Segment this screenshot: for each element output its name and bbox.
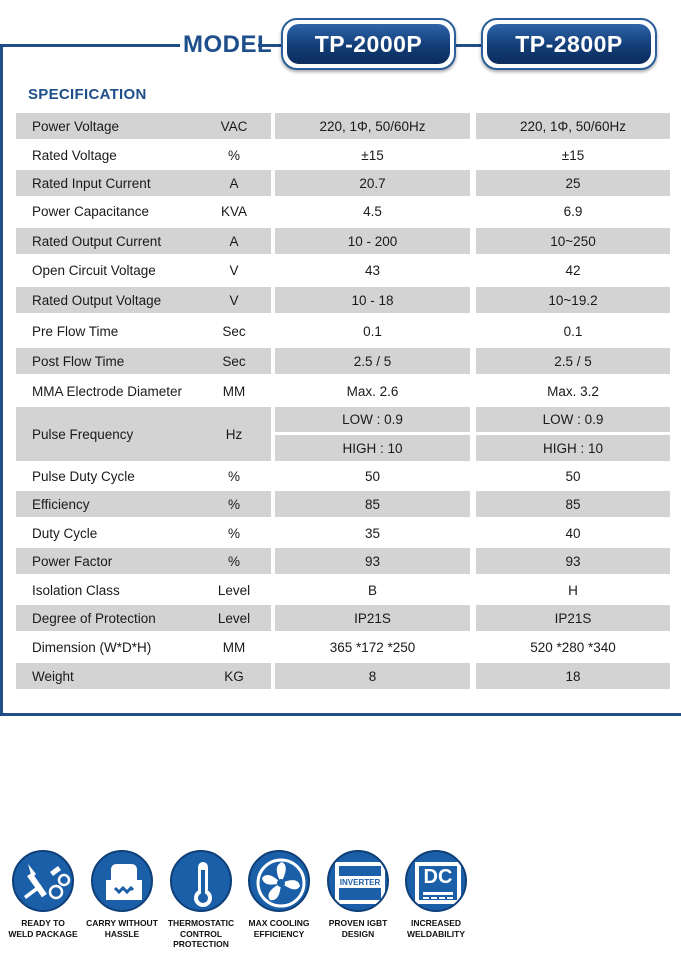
section-title: SPECIFICATION <box>28 86 147 103</box>
spec-value-model-2: 50 <box>565 468 581 484</box>
feature-label-line: HASSLE <box>104 928 140 939</box>
spec-value-model-2: 10~250 <box>476 228 670 254</box>
feature-label-line: PROVEN IGBT <box>328 918 388 928</box>
spec-value-model-2: 40 <box>565 525 581 541</box>
spec-value-model-1: ±15 <box>361 147 384 163</box>
spec-value-model-2: 93 <box>476 548 670 574</box>
model-label: MODEL <box>183 31 273 58</box>
feature-label <box>318 918 398 939</box>
feature-label-line: WELDABILITY <box>406 928 466 939</box>
spec-value-model-1: 2.5 / 5 <box>275 348 470 374</box>
dc-icon <box>405 850 467 912</box>
spec-name: Power Factor <box>16 548 197 574</box>
spec-value-model-2: IP21S <box>476 605 670 631</box>
spec-value-model-2: 42 <box>565 262 581 278</box>
spec-unit: % <box>227 147 240 163</box>
fan-icon <box>248 850 310 912</box>
spec-value-model-1: 85 <box>275 491 470 517</box>
frame-bottom-line <box>0 713 681 716</box>
feature-label <box>239 918 319 939</box>
spec-unit: MM <box>222 639 246 655</box>
spec-unit: % <box>197 491 271 517</box>
spec-value-model-1: Max. 2.6 <box>346 383 399 399</box>
spec-value-model-1-high: HIGH : 10 <box>275 435 470 461</box>
spec-name: Duty Cycle <box>32 525 98 541</box>
spec-name: Degree of Protection <box>16 605 197 631</box>
model-badge-2 <box>481 18 657 70</box>
feature-label-line: INCREASED <box>410 918 462 928</box>
feature-label-line: CARRY WITHOUT <box>86 918 158 928</box>
spec-value-model-1: 50 <box>364 468 381 484</box>
spec-value-model-1: 220, 1Φ, 50/60Hz <box>275 113 470 139</box>
model-connector-line-2 <box>455 44 483 47</box>
spec-unit: Sec <box>222 323 246 339</box>
spec-unit: % <box>197 548 271 574</box>
spec-value-model-1: B <box>367 582 377 598</box>
feature-label-line: DESIGN <box>341 928 375 939</box>
spec-name: Dimension (W*D*H) <box>32 639 152 655</box>
spec-unit: Hz <box>197 407 271 461</box>
spec-value-model-1: 0.1 <box>363 323 382 339</box>
spec-unit: % <box>227 525 240 541</box>
spec-value-model-2: Max. 3.2 <box>547 383 599 399</box>
spec-value-model-2: 25 <box>476 170 670 196</box>
spec-name: Weight <box>16 663 197 689</box>
spec-name: Rated Output Voltage <box>16 287 197 313</box>
spec-value-model-1: 35 <box>364 525 381 541</box>
frame-left-line <box>0 44 3 716</box>
spec-unit: KG <box>197 663 271 689</box>
spec-value-model-1: 20.7 <box>275 170 470 196</box>
spec-name: Rated Input Current <box>16 170 197 196</box>
feature-label <box>161 918 241 950</box>
spec-value-model-1: 43 <box>364 262 381 278</box>
spec-value-model-1: 10 - 18 <box>275 287 470 313</box>
feature-label-line: THERMOSTATIC <box>167 918 235 928</box>
spec-name: Open Circuit Voltage <box>32 262 156 278</box>
feature-label-line: EFFICIENCY <box>253 928 305 939</box>
spec-value-model-2: 10~19.2 <box>476 287 670 313</box>
spec-value-model-1: 4.5 <box>363 203 382 219</box>
thermometer-icon <box>170 850 232 912</box>
spec-unit: Level <box>217 582 251 598</box>
spec-unit: V <box>229 262 239 278</box>
spec-value-model-1: 365 *172 *250 <box>329 639 416 655</box>
feature-label-line: CONTROL <box>179 928 223 939</box>
spec-value-model-1: 10 - 200 <box>275 228 470 254</box>
spec-name: MMA Electrode Diameter <box>32 383 183 399</box>
spec-value-model-2: 18 <box>476 663 670 689</box>
feature-label <box>82 918 162 939</box>
spec-name: Post Flow Time <box>16 348 197 374</box>
icon-badge-text: INVERTER <box>339 878 381 887</box>
icon-badge-text: DC <box>423 866 453 888</box>
spec-value-model-2: 520 *280 *340 <box>530 639 616 655</box>
spec-value-model-2: 85 <box>476 491 670 517</box>
spec-unit: V <box>197 287 271 313</box>
welding-torch-icon <box>12 850 74 912</box>
model-badge-2-text: TP-2800P <box>487 24 651 64</box>
spec-unit: A <box>197 228 271 254</box>
spec-value-model-2: H <box>568 582 578 598</box>
spec-value-model-1: IP21S <box>275 605 470 631</box>
spec-name: Efficiency <box>16 491 197 517</box>
feature-label <box>3 918 83 939</box>
spec-value-model-2-high: HIGH : 10 <box>476 435 670 461</box>
inverter-icon <box>327 850 389 912</box>
spec-unit: Level <box>197 605 271 631</box>
feature-label-line: MAX COOLING <box>248 918 310 928</box>
spec-unit: KVA <box>220 203 247 219</box>
spec-unit: A <box>197 170 271 196</box>
spec-name: Power Voltage <box>16 113 197 139</box>
spec-unit: % <box>227 468 240 484</box>
spec-name: Pulse Duty Cycle <box>32 468 135 484</box>
spec-value-model-1: 93 <box>275 548 470 574</box>
spec-name: Pulse Frequency <box>16 407 197 461</box>
spec-value-model-1: 8 <box>275 663 470 689</box>
feature-label-line: WELD PACKAGE <box>8 928 78 939</box>
spec-value-model-2: 6.9 <box>563 203 583 219</box>
model-badge-1-text: TP-2000P <box>287 24 450 64</box>
spec-unit: MM <box>222 383 246 399</box>
spec-name: Power Capacitance <box>32 203 150 219</box>
spec-value-model-2: 0.1 <box>563 323 583 339</box>
spec-value-model-2: 2.5 / 5 <box>476 348 670 374</box>
spec-name: Rated Output Current <box>16 228 197 254</box>
feature-label-line: PROTECTION <box>173 939 229 949</box>
spec-value-model-2: 220, 1Φ, 50/60Hz <box>476 113 670 139</box>
spec-value-model-2: ±15 <box>561 147 585 163</box>
spec-name: Isolation Class <box>32 582 120 598</box>
carry-hand-icon <box>91 850 153 912</box>
frame-top-line <box>0 44 180 47</box>
spec-unit: VAC <box>197 113 271 139</box>
spec-value-model-1-low: LOW : 0.9 <box>275 407 470 432</box>
spec-value-model-2-low: LOW : 0.9 <box>476 407 670 432</box>
spec-name: Rated Voltage <box>32 147 117 163</box>
model-badge-1 <box>281 18 456 70</box>
spec-name: Pre Flow Time <box>32 323 119 339</box>
feature-label-line: READY TO <box>21 918 65 928</box>
feature-label <box>396 918 476 939</box>
spec-unit: Sec <box>197 348 271 374</box>
